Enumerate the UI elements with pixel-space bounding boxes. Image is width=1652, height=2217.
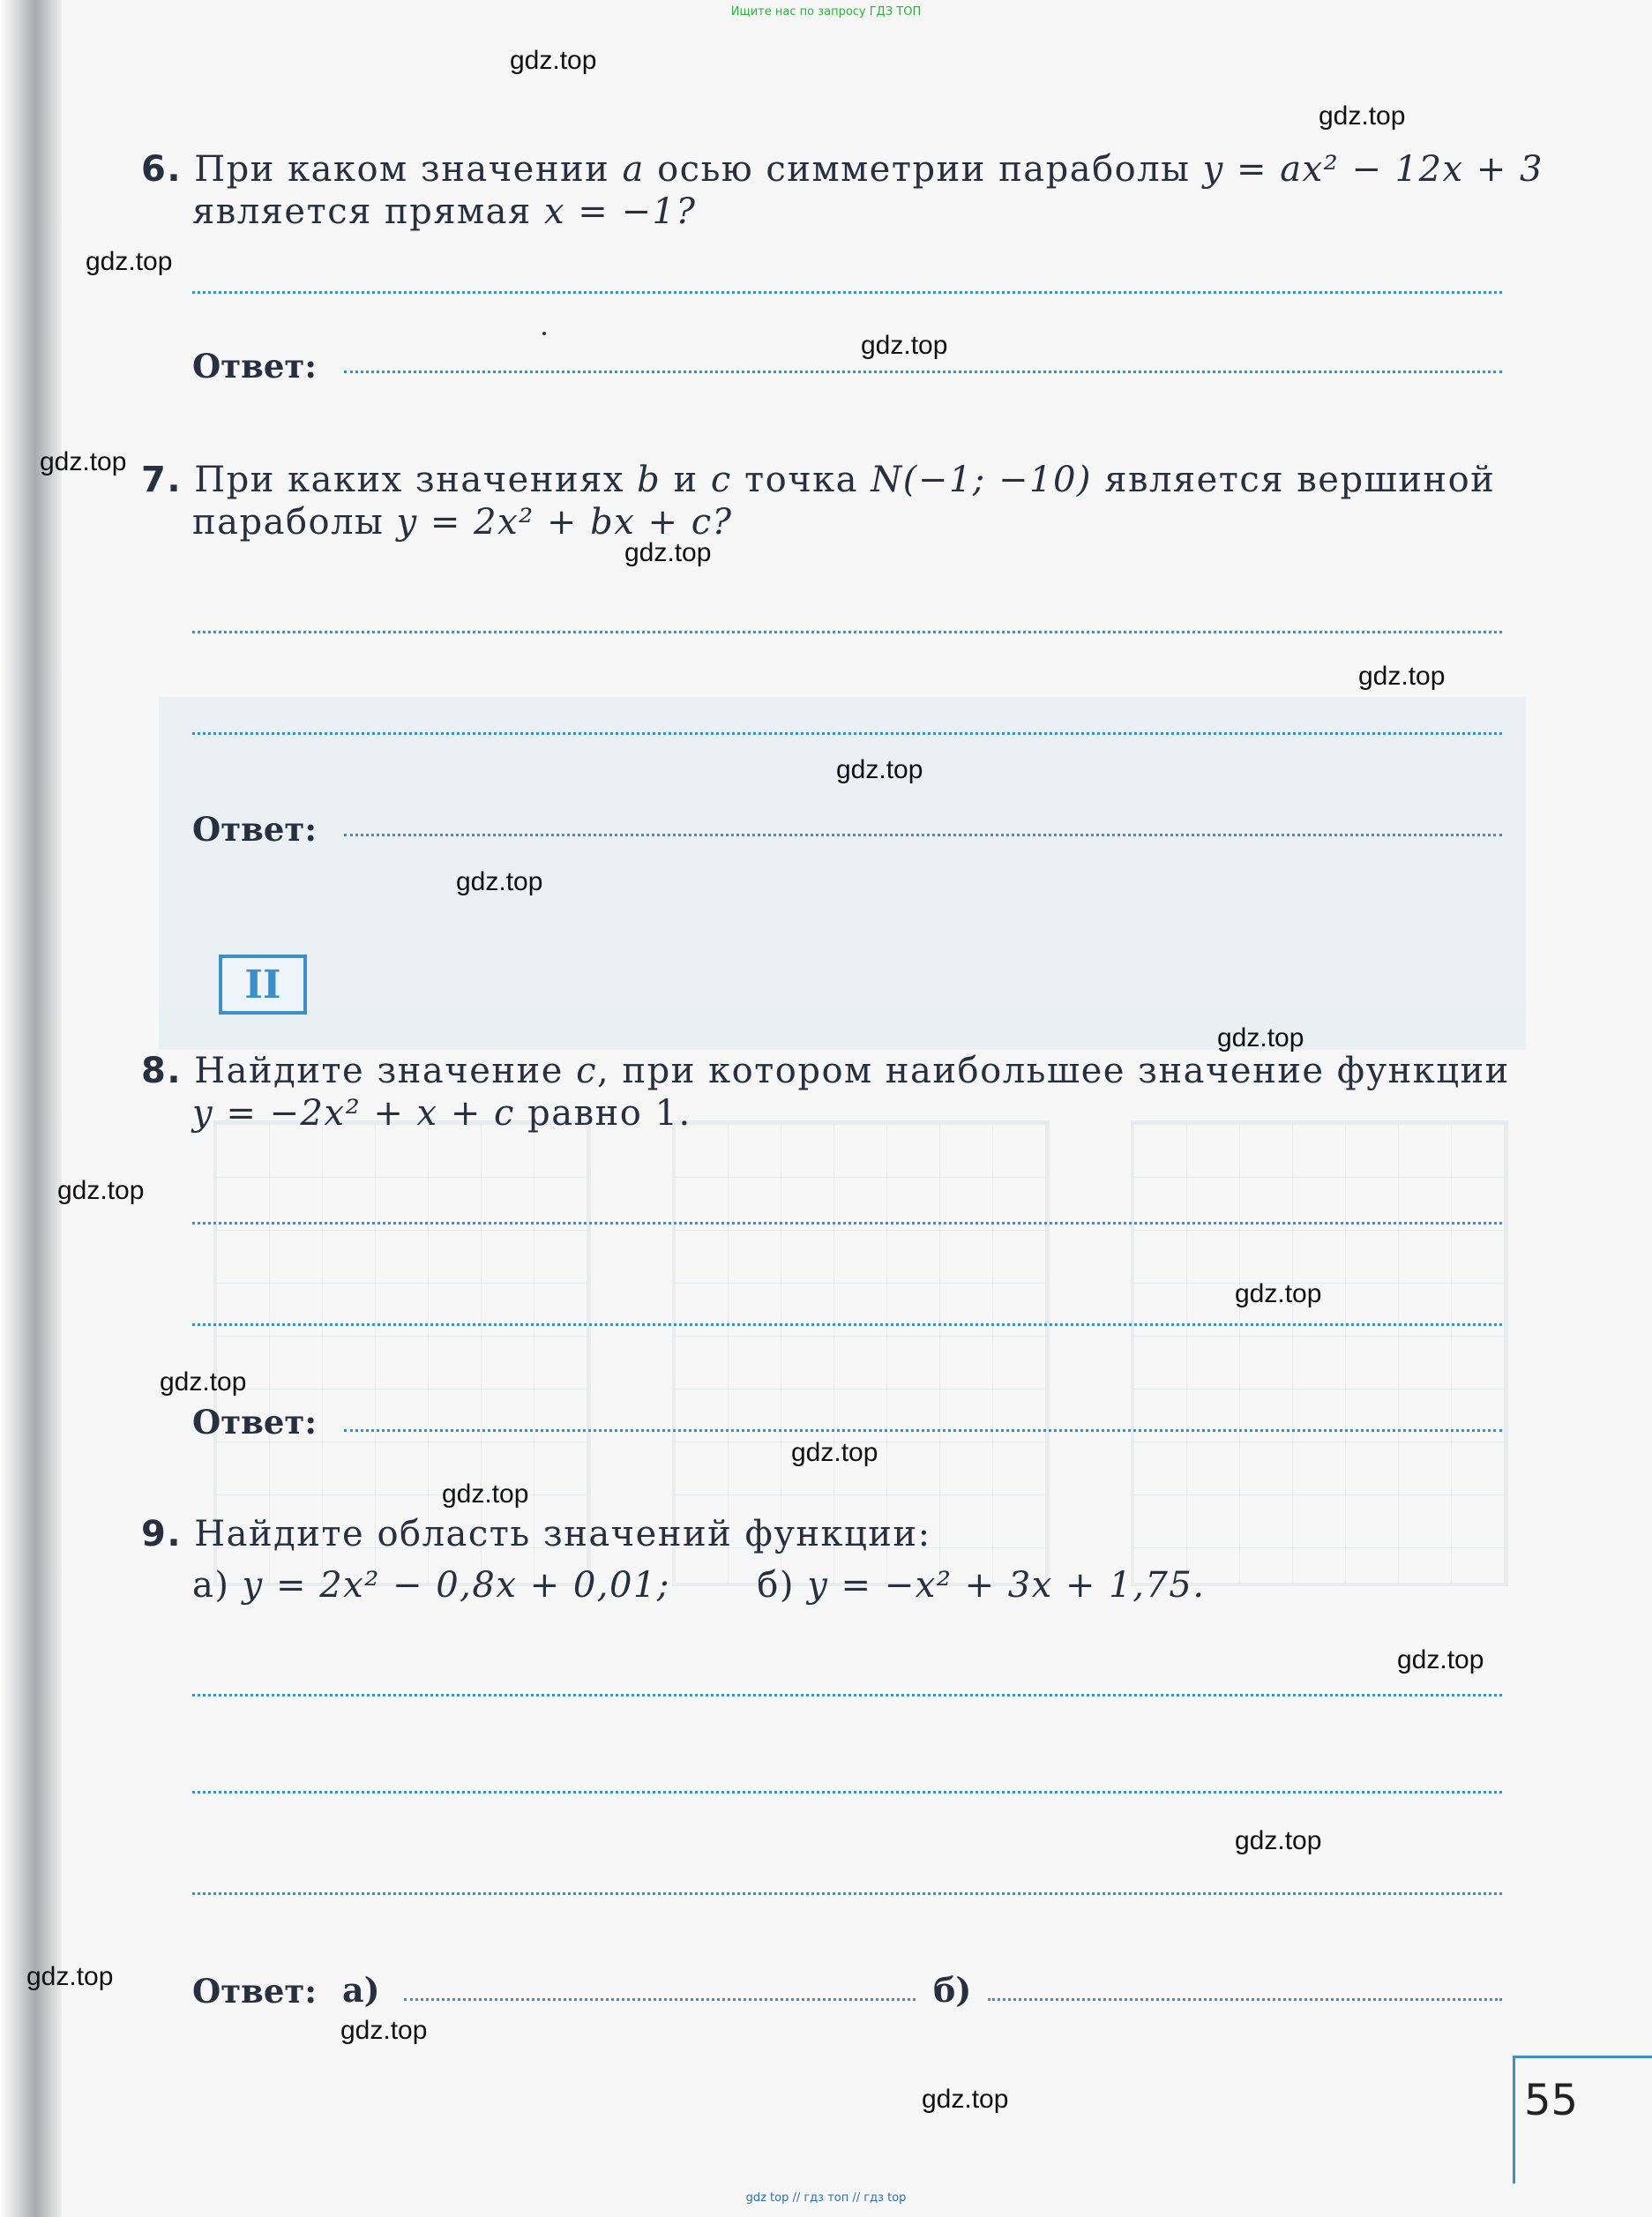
watermark: gdz.top [1319,101,1406,131]
answer-field[interactable] [344,371,1502,373]
watermark: gdz.top [86,247,173,276]
bleed-panel [159,697,1526,1050]
watermark: gdz.top [340,2016,428,2045]
task-9 [141,1513,1508,1607]
watermark: gdz.top [442,1479,529,1509]
task-9-line-1 [141,1513,1508,1555]
task-text: точка [731,460,871,500]
task-text: является вершиной [1092,460,1496,500]
watermark: gdz.top [1235,1826,1322,1855]
task-number: 8. [141,1051,183,1091]
task-number: 9. [141,1514,183,1554]
watermark: gdz.top [1235,1279,1322,1308]
subtask-label-b: б) [757,1565,808,1606]
answer-label: Ответ: [192,810,317,849]
task-9-line-2 [141,1564,1508,1607]
task-7 [141,459,1508,543]
watermark: gdz.top [861,331,948,360]
task-8-line-1 [141,1050,1508,1092]
task-text: Найдите область значений функции: [194,1514,931,1554]
ink-speck [542,332,546,335]
watermark: gdz.top [40,447,127,476]
watermark: gdz.top [26,1962,114,1991]
watermark: gdz.top [1397,1645,1484,1674]
watermark: gdz.top [510,46,597,75]
answer-field[interactable] [344,834,1502,836]
task-text: является прямая [192,191,544,232]
task-formula: y = −2x² + x + c [192,1093,515,1134]
answer-line[interactable] [192,1323,1502,1326]
task-text: При каких значениях [194,460,638,500]
watermark: gdz.top [1358,662,1446,691]
task-formula: y = 2x² + bx + c? [396,502,733,543]
answer-label-a: а) [342,1970,380,2010]
task-formula: y = −x² + 3x + 1,75. [807,1565,1206,1606]
task-6-line-1 [141,148,1544,191]
answer-line[interactable] [192,631,1502,633]
task-variable: c [576,1051,597,1091]
answer-field[interactable] [344,1429,1502,1432]
answer-line[interactable] [192,1222,1502,1225]
task-variable: a [622,149,645,190]
watermark: gdz.top [57,1176,145,1205]
footer-banner[interactable]: gdz top // гдз топ // гдз top [745,2191,907,2205]
answer-label: Ответ: [192,1403,317,1442]
task-text: равно 1. [514,1093,691,1134]
task-number: 6. [141,149,183,190]
task-text: параболы [192,502,397,543]
answer-label-b: б) [933,1970,972,2010]
task-formula: N(−1; −10) [871,460,1092,500]
answer-line[interactable] [192,1791,1502,1794]
task-formula: y = ax² − 12x + 3 [1202,149,1544,190]
watermark: gdz.top [456,867,543,896]
answer-field-b[interactable] [988,1998,1502,2001]
task-6-line-2 [141,191,1508,233]
page-number: 55 [1513,2056,1652,2183]
task-text: При каком значении [194,149,623,190]
answer-line[interactable] [192,291,1502,294]
answer-label: Ответ: [192,347,317,386]
task-text: , при котором наибольшее значение функции [597,1051,1510,1091]
watermark: gdz.top [1217,1023,1304,1052]
level-badge: II [219,955,307,1015]
task-8 [141,1050,1508,1135]
header-banner[interactable]: Ищите нас по запросу ГДЗ ТОП [730,5,922,19]
answer-line[interactable] [192,1892,1502,1895]
task-text: осью симметрии параболы [644,149,1203,190]
book-spine-shadow [0,0,62,2217]
watermark: gdz.top [791,1438,878,1467]
task-formula: y = 2x² − 0,8x + 0,01; [242,1565,670,1606]
task-7-line-2 [141,501,1508,543]
watermark: gdz.top [160,1367,247,1397]
task-text: Найдите значение [194,1051,577,1091]
subtask-label-a: а) [192,1565,243,1606]
task-formula: x = −1? [543,191,697,232]
task-6 [141,148,1544,233]
watermark: gdz.top [624,538,712,567]
task-8-line-2 [141,1092,1508,1135]
task-number: 7. [141,460,183,500]
task-7-line-1 [141,459,1508,501]
answer-label: Ответ: [192,1972,317,2011]
task-text: и [661,460,711,500]
task-variable: c [710,460,732,500]
watermark: gdz.top [922,2085,1009,2114]
answer-field-a[interactable] [404,1998,916,2001]
watermark: gdz.top [836,755,923,784]
task-variable: b [637,460,662,500]
answer-line[interactable] [192,1694,1502,1696]
answer-line[interactable] [192,732,1502,735]
